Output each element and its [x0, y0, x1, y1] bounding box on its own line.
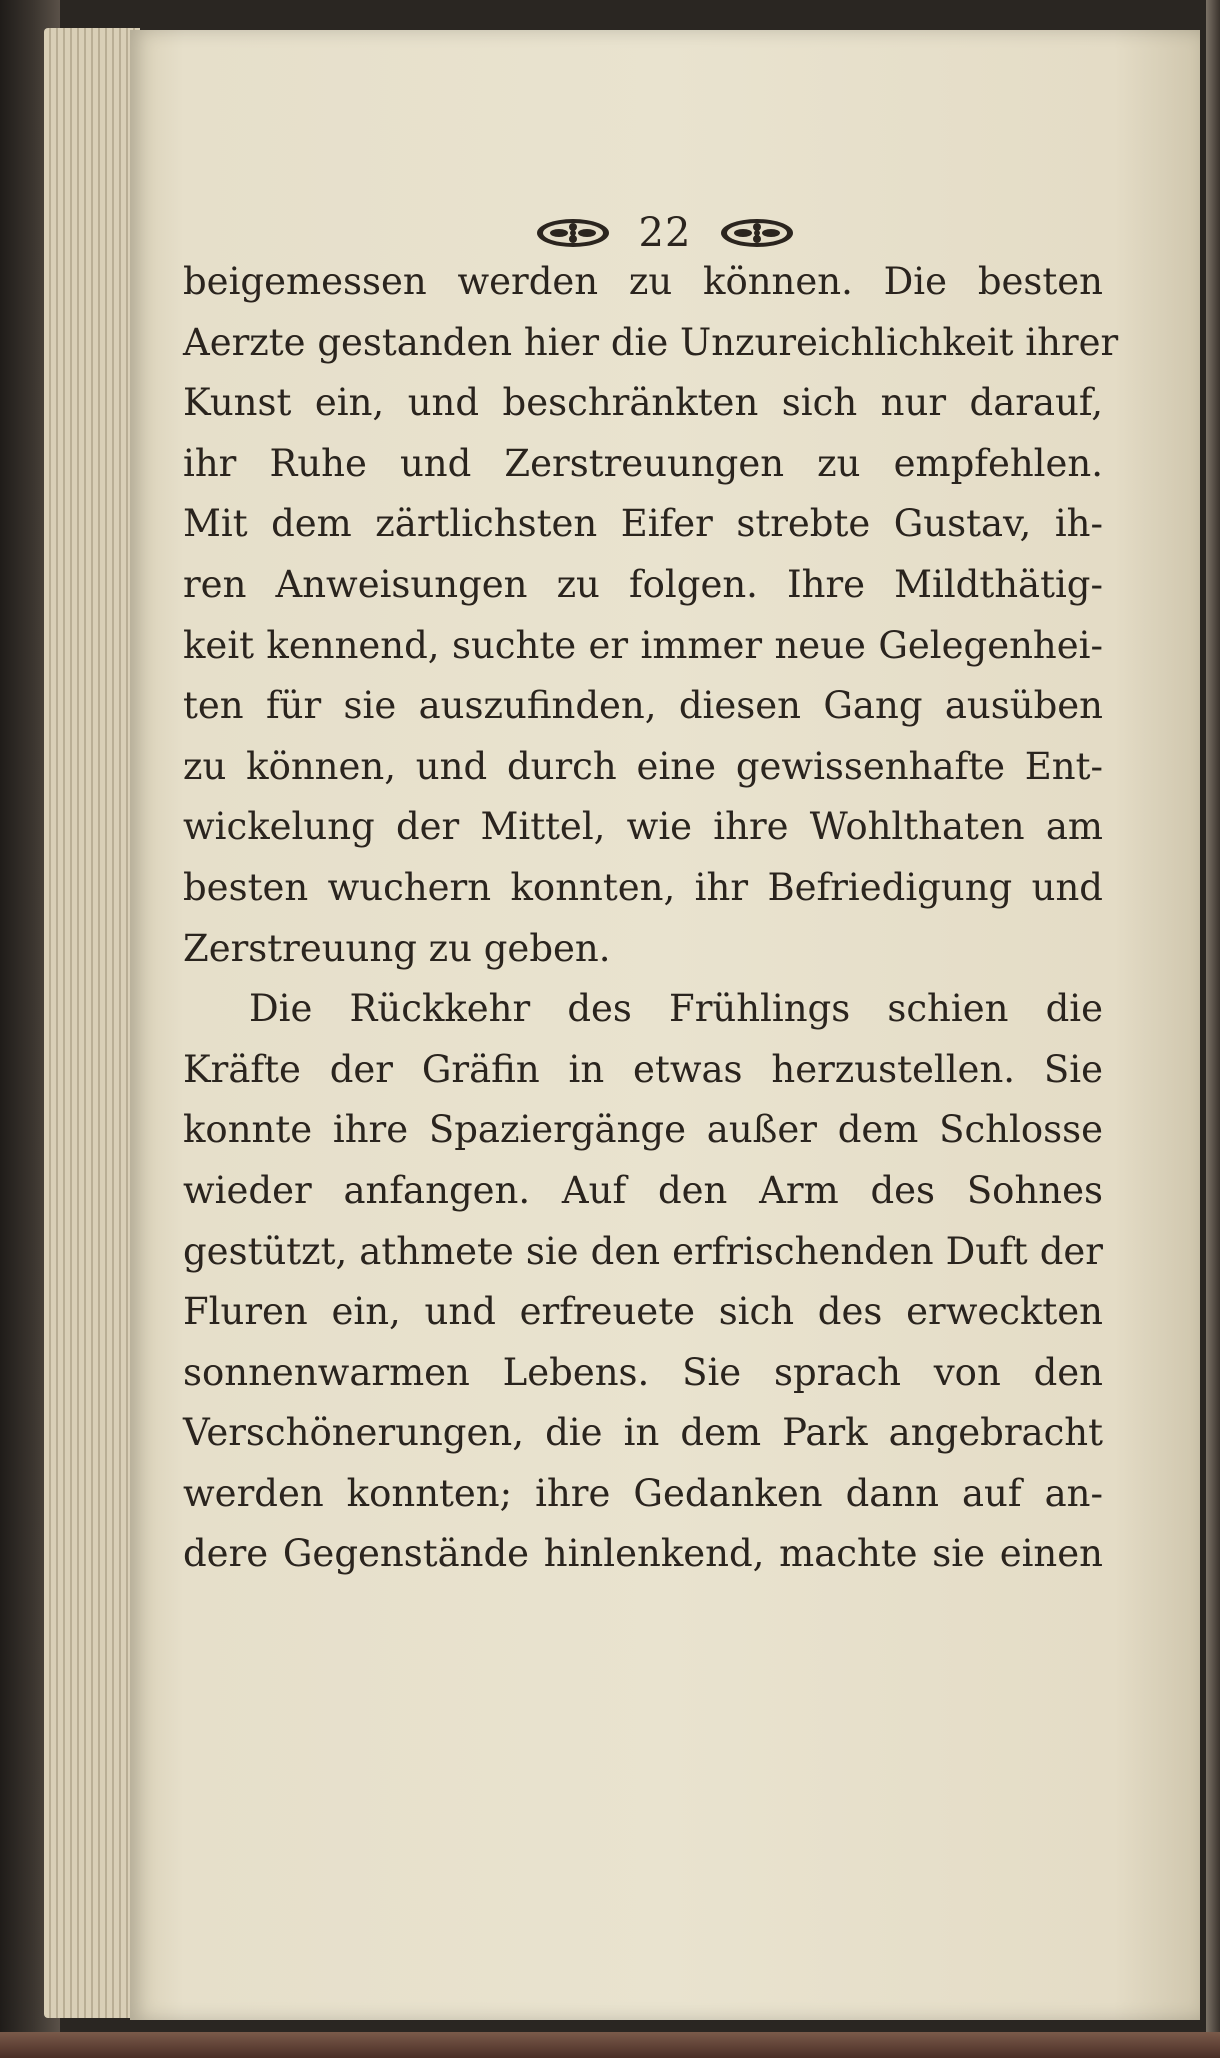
flower-ornament-icon — [719, 216, 795, 250]
text-line: dere Gegenstände hinlenkend, machte sie einen — [183, 1532, 1103, 1576]
text-line: besten wuchern konnten, ihr Befriedigung und — [183, 865, 1103, 909]
text-line: Mit dem zärtlichsten Eifer strebte Gustav, ih- — [183, 502, 1103, 546]
text-line: ren Anweisungen zu folgen. Ihre Mildthätig- — [183, 562, 1103, 606]
book-binding-bottom — [0, 2032, 1220, 2058]
text-line: ten für sie auszufinden, diesen Gang ausüben — [183, 684, 1103, 728]
paragraph — [183, 979, 1103, 1585]
book-binding-right — [1206, 0, 1220, 2058]
page-edges — [44, 28, 140, 2018]
text-line: beigemessen werden zu können. Die besten — [183, 260, 1103, 303]
text-line: Aerzte gestanden hier die Unzureichlichkeit ihrer — [183, 320, 1119, 364]
text-line: ihr Ruhe und Zerstreuungen zu empfehlen. — [183, 441, 1103, 485]
text-line: Verschönerungen, die in dem Park angebracht — [183, 1411, 1103, 1455]
text-line: werden konnten; ihre Gedanken dann auf an- — [183, 1471, 1103, 1515]
text-line: Fluren ein, und erfreuete sich des erweckten — [183, 1290, 1103, 1334]
flower-ornament-icon — [535, 216, 611, 250]
text-line: keit kennend, suchte er immer neue Gelegenhei- — [183, 623, 1103, 667]
text-line: Kräfte der Gräfin in etwas herzustellen. Sie — [183, 1047, 1103, 1091]
text-line: sonnenwarmen Lebens. Sie sprach von den — [183, 1350, 1103, 1394]
text-line: Zerstreuung zu geben. — [183, 926, 611, 970]
text-line: gestützt, athmete sie den erfrischenden Duft der — [183, 1229, 1103, 1273]
text-line: konnte ihre Spaziergänge außer dem Schlosse — [183, 1108, 1103, 1152]
page-number: 22 — [638, 210, 692, 256]
text-line: wickelung der Mittel, wie ihre Wohlthaten am — [183, 805, 1103, 849]
paragraph — [183, 252, 1119, 979]
text-line: Kunst ein, und beschränkten sich nur darauf, — [183, 381, 1103, 425]
text-line: zu können, und durch eine gewissenhafte Ent- — [183, 744, 1103, 788]
text-line: Die Rückkehr des Frühlings schien die — [249, 987, 1103, 1031]
text-line: wieder anfangen. Auf den Arm des Sohnes — [183, 1168, 1103, 1212]
body-text — [183, 252, 1119, 1585]
